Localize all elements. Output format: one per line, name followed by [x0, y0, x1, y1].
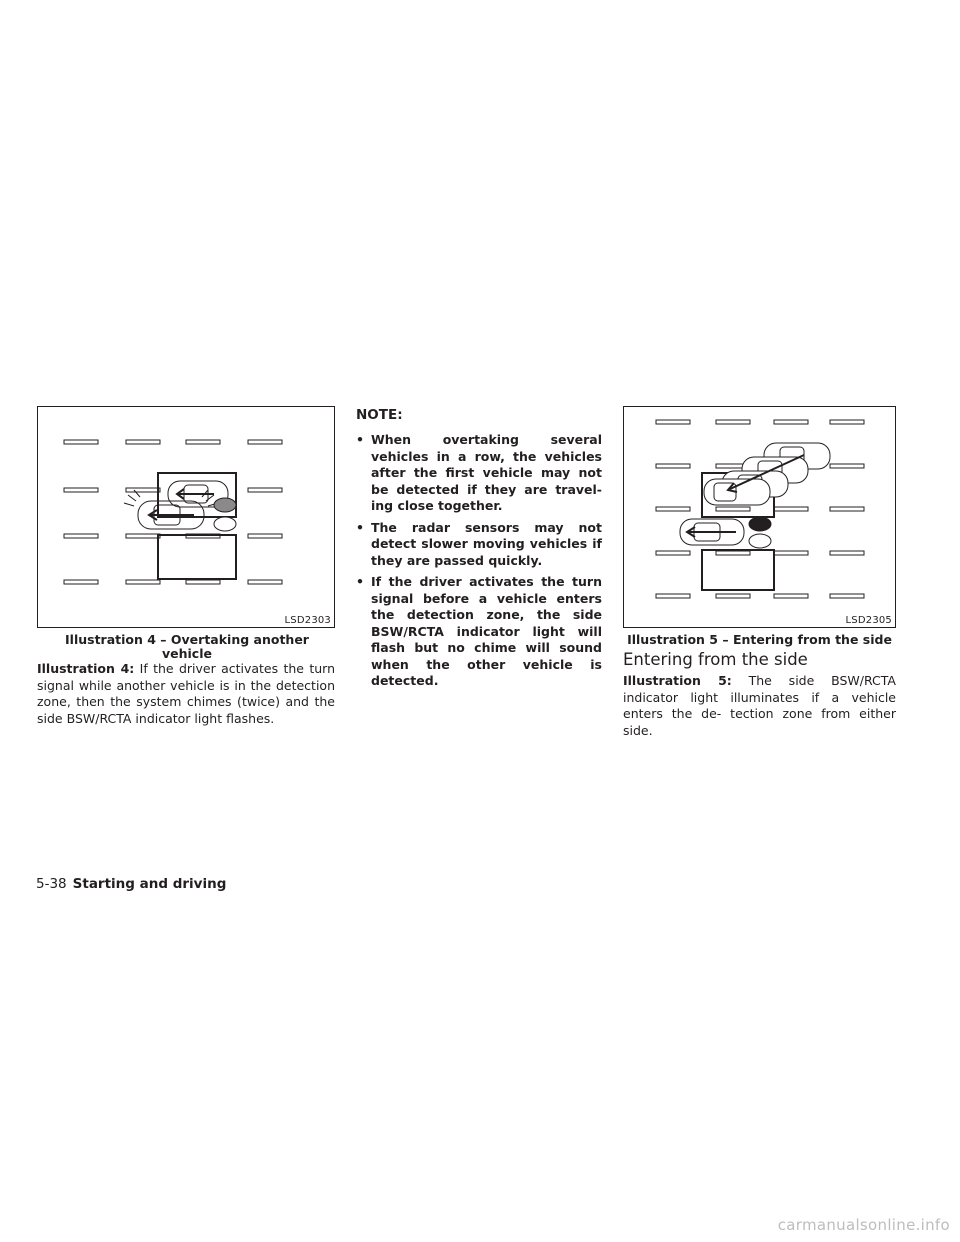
- indicator-light-on: [214, 498, 236, 512]
- illustration-5-description: [623, 673, 896, 739]
- entering-side-diagram: [624, 407, 895, 627]
- paragraph-text: The side BSW/RCTA indicator light illuminates if a vehicle enters the de- tection zone from either side.: [623, 673, 896, 738]
- illustration-4-figure: [37, 406, 335, 628]
- page-footer: [36, 876, 226, 892]
- own-vehicle-icon: [680, 519, 744, 545]
- note-item: • If the driver activates the turn signal before a vehicle enters the detection zone, the side BSW/RCTA indicator light will flash but no chime will sound when the other vehicle is detected.: [354, 574, 602, 690]
- figure-code: LSD2305: [845, 615, 892, 626]
- overtaking-diagram: [38, 407, 334, 627]
- watermark-link[interactable]: carmanualsonline.info: [777, 1216, 950, 1234]
- paragraph-text: If the driver activates the turn signal while another vehicle is in the detection zone, then the system chimes (twice) and the side BSW/RCTA indicator light flashes.: [37, 661, 335, 726]
- paragraph-lead: Illustration 5:: [623, 673, 732, 688]
- own-vehicle-icon: [124, 490, 218, 529]
- lane-markings: [64, 440, 282, 584]
- lane-markings: [656, 420, 864, 598]
- figure-code: LSD2303: [284, 615, 331, 626]
- chapter-title: Starting and driving: [72, 876, 227, 892]
- illustration-5-caption: Illustration 5 – Entering from the side: [627, 632, 892, 647]
- note-heading: NOTE:: [356, 407, 403, 423]
- indicator-light-off: [214, 517, 236, 531]
- illustration-4-description: [37, 661, 335, 727]
- note-list: [354, 432, 602, 695]
- page-number: 5-38: [36, 876, 67, 892]
- section-title: Entering from the side: [623, 650, 808, 669]
- indicator-light-on: [749, 517, 771, 531]
- illustration-5-figure: [623, 406, 896, 628]
- note-item: • When overtaking several vehicles in a row, the vehicles after the first vehicle may not be detected if they are travel- ing close together.: [354, 432, 602, 515]
- indicator-light-off: [749, 534, 771, 548]
- note-item: • The radar sensors may not detect slower moving vehicles if they are passed quickly.: [354, 520, 602, 570]
- illustration-4-caption: Illustration 4 – Overtaking another vehicle: [65, 632, 309, 661]
- paragraph-lead: Illustration 4:: [37, 661, 135, 676]
